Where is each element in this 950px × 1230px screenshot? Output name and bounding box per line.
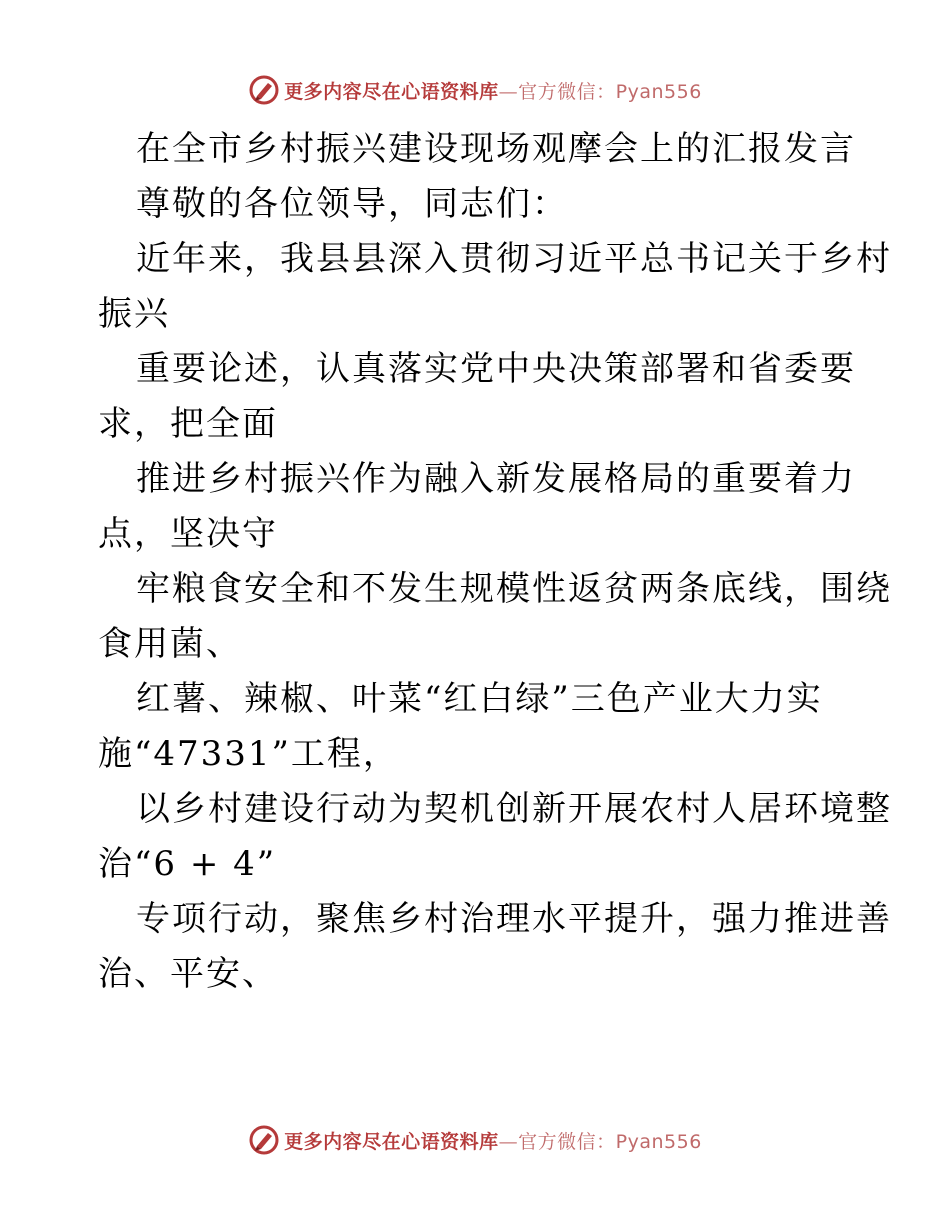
text-line: 治“6 + 4” [98, 844, 277, 884]
footer-banner-main: 更多内容尽在心语资料库 [284, 1130, 499, 1153]
text-line: 振兴 [98, 294, 170, 334]
footer-banner-separator: — [498, 1130, 519, 1153]
salutation: 尊敬的各位领导，同志们： [136, 184, 568, 224]
text-line: 红薯、辣椒、叶菜“红白绿”三色产业大力实 [136, 679, 823, 719]
text-line: 施“47331”工程， [98, 734, 399, 774]
text-line: 治、平安、 [98, 954, 278, 994]
text-line: 推进乡村振兴作为融入新发展格局的重要着力 [136, 459, 856, 499]
text-line: 专项行动，聚焦乡村治理水平提升，强力推进善 [136, 899, 892, 939]
document-body [98, 122, 892, 1002]
text-line: 近年来，我县县深入贯彻习近平总书记关于乡村 [136, 239, 892, 279]
footer-banner [0, 1120, 950, 1160]
text-line: 食用菌、 [98, 624, 242, 664]
header-banner-main: 更多内容尽在心语资料库 [284, 80, 499, 103]
text-line: 以乡村建设行动为契机创新开展农村人居环境整 [136, 789, 892, 829]
header-banner-separator: — [498, 80, 519, 103]
document-title: 在全市乡村振兴建设现场观摩会上的汇报发言 [136, 129, 856, 169]
text-line: 牢粮食安全和不发生规模性返贫两条底线，围绕 [136, 569, 892, 609]
header-banner-text [284, 77, 702, 104]
text-line: 求，把全面 [98, 404, 278, 444]
pen-logo-icon [248, 74, 280, 106]
header-banner-wechat: 官方微信：Pyan556 [518, 80, 702, 103]
footer-banner-wechat: 官方微信：Pyan556 [518, 1130, 702, 1153]
footer-banner-text [284, 1127, 702, 1154]
text-line: 点，坚决守 [98, 514, 278, 554]
header-banner [0, 70, 950, 110]
text-line: 重要论述，认真落实党中央决策部署和省委要 [136, 349, 856, 389]
pen-logo-icon [248, 1124, 280, 1156]
